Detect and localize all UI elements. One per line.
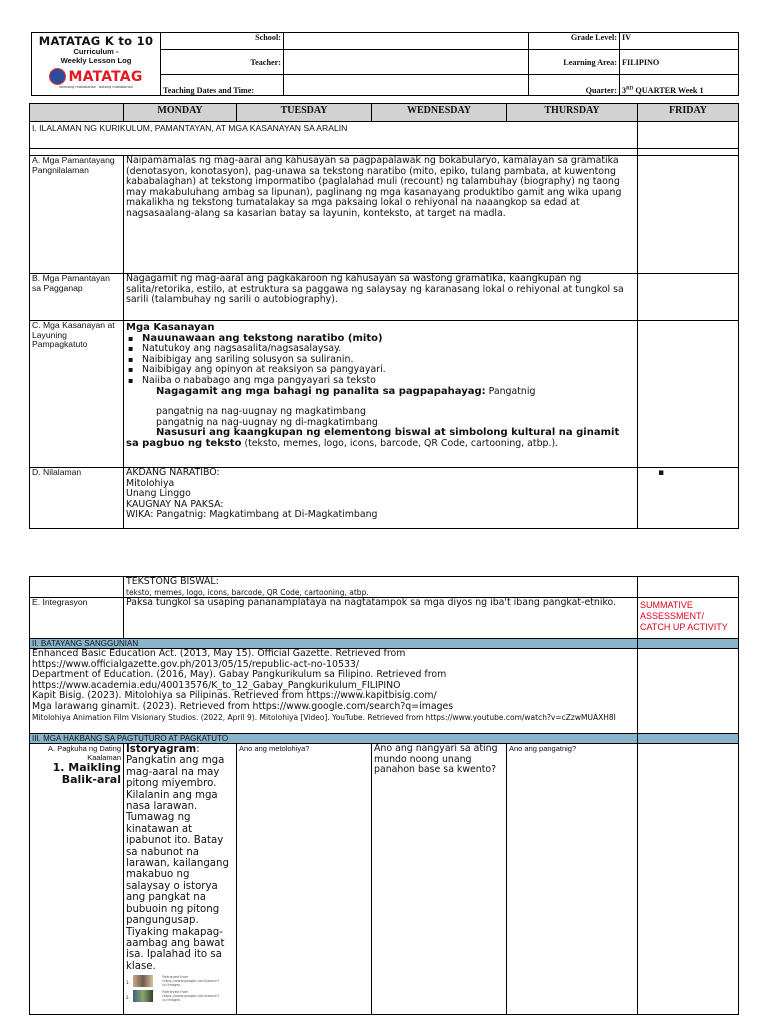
row-tekstong-biswal [30, 577, 739, 598]
quarter-week: QUARTER Week 1 [635, 86, 704, 95]
row-c [30, 321, 739, 468]
row-e-content: Paksa tungkol sa usaping pananamplataya na nagtatampok sa mga diyos ng iba't ibang pangkat-etniko. [124, 598, 638, 639]
deped-seal-icon [49, 68, 66, 85]
a-label: A. Pagkuha ng Dating Kaalaman [48, 744, 121, 762]
spacer-friday [638, 149, 739, 156]
spacer-row [30, 149, 739, 156]
istoryagram-text: Pangkatin ang mga mag-aaral na may pitong miyembro. Kilalanin ang mga nasa larawan. Tumawag ng kinatawan at ipabunot ito. Batay sa nabunot na larawan, kailangang makabuo ng salaysay o istorya ang pangkat na bubuoin ng pitong pangungusap. Tiyaking makapag-aambag ang bawat isa. Ipalahad ito sa klase. [126, 755, 229, 972]
balik-aral-label [30, 744, 124, 1015]
c-list [126, 334, 635, 387]
row-d [30, 468, 739, 529]
continued-plan-table [29, 576, 739, 1015]
d-line-5: WIKA: Pangatnig: Magkatimbang at Di-Magkatimbang [126, 509, 378, 521]
row-a [30, 156, 739, 274]
learning-area-field[interactable]: FILIPINO [620, 50, 739, 75]
teaching-dates-label: Teaching Dates and Time: [161, 75, 284, 96]
c-item-1: Natutukoy ang nagsasalita/nagsasalaysay. [142, 343, 342, 355]
row-d-content [124, 468, 638, 529]
section-i-friday [638, 122, 739, 149]
reference-line: Mga larawang ginamit. (2023). Retrieved from https://www.google.com/search?q=images [32, 700, 454, 712]
learning-area-label: Learning Area: [529, 50, 620, 75]
section-iii-title: III. MGA HAKBANG SA PAGTUTURO AT PAGKATUTO [30, 734, 638, 744]
c-heading: Mga Kasanayan [126, 322, 215, 333]
school-label: School: [161, 33, 284, 50]
quarter-field[interactable] [620, 75, 739, 96]
tb-heading: TEKSTONG BISWAL: [126, 576, 219, 587]
row-a-friday [638, 156, 739, 274]
story-image-1 [133, 975, 153, 987]
row-c-friday [638, 321, 739, 468]
teacher-field[interactable] [284, 50, 529, 75]
image-2-caption: Retrieved from https://www.google.com/search?q=images [162, 989, 220, 1002]
matatag-logo [34, 68, 158, 85]
d-line-4: KAUGNAY NA PAKSA: [126, 498, 224, 510]
c-bold-3-line [126, 428, 635, 449]
row-e [30, 598, 739, 639]
c-bold-2: Nagagamit ang mga bahagi ng panalita sa pagpapahayag: [156, 385, 486, 397]
reference-line: https://www.academia.edu/40013576/K_to_12_Gabay_Pangkurikulum_FILIPINO [32, 679, 401, 691]
c-bold-2-line [126, 387, 635, 398]
quarter-number: 3 [622, 86, 627, 95]
doc-subtitle-1: Curriculum - [73, 47, 119, 56]
logo-block [32, 33, 161, 96]
istoryagram-heading: Istoryagram [126, 744, 197, 755]
quarter-suffix: RD [626, 86, 634, 92]
school-field[interactable] [284, 33, 529, 50]
row-a-label: A. Mga Pamantayang Pangnilalaman [30, 156, 124, 274]
d-line-3: Unang Linggo [126, 488, 191, 500]
tuesday-activity: Ano ang metolohiya? [237, 744, 372, 1015]
day-header-blank [30, 104, 124, 122]
row-b [30, 274, 739, 321]
row-a-content: Naipamamalas ng mag-aaral ang kahusayan sa pagpapalawak ng bokabularyo, kamalayan sa gramatika (denotasyon, konotasyon), pag-unawa sa tekstong naratibo (mito, epiko, tulang pambata, at kuwentong kababalaghan) at tekstong impormatibo (paglalahad muli (recount) ng talambuhay (biography) ng taong may makabuluhang ambag sa lipunan), paglinang ng mga kasanayang produktibo gamit ang wika upang makalikha ng tekstong tumatalakay sa mga paksaing lokal o rehiyonal na naaangkop sa edad at nagsasaalang-alang sa kasarian batay sa layunin, konteksto, at target na madla. [124, 156, 638, 274]
row-balik-aral [30, 744, 739, 1015]
c-bold-1: Nauunawaan ang tekstong naratibo (mito) [142, 332, 383, 344]
c-item-2: Naibibigay ang sariling solusyon sa suliranin. [142, 353, 354, 365]
tb-label [30, 577, 124, 598]
section-iii-friday [638, 734, 739, 744]
day-header-friday: FRIDAY [638, 104, 739, 122]
section-iii-row [30, 734, 739, 744]
d-line-1: AKDANG NARATIBO: [126, 467, 220, 478]
reference-line: Kapit Bisig. (2023). Mitolohiya sa Pilipinas. Retrieved from https://www.kapitbisig.com/ [32, 690, 437, 702]
row-c-label: C. Mga Kasanayan at Layuning Pampagkatuto [30, 321, 124, 468]
row-b-label: B. Mga Pamantayan sa Pagganap [30, 274, 124, 321]
c-item-4: Naiiba o nababago ang mga pangyayari sa teksto [142, 374, 376, 386]
balik-aral-friday [638, 744, 739, 1015]
thursday-activity: Ano ang pangatnig? [507, 744, 638, 1015]
c-bold-2-rest: Pangatnig [488, 385, 536, 397]
row-b-content: Nagagamit ng mag-aaral ang pagkakaroon ng kahusayan sa wastong gramatika, kaangkupan ng salita/retorika, estilo, at estruktura sa paggawa ng salaysay ng karanasang lokal o rehiyonal at tungkol sa sarili (talambuhay ng sarili o autobiography). [124, 274, 638, 321]
image-1-row [126, 975, 234, 987]
tb-text: teksto, memes, logo, icons, barcode, QR Code, cartooning, atbp. [126, 587, 369, 597]
references-row [30, 649, 739, 734]
section-i-row [30, 122, 739, 149]
image-2-number: 2. [126, 994, 130, 1000]
story-image-2 [133, 990, 153, 1002]
teaching-dates-field[interactable] [284, 75, 529, 96]
day-header-wednesday: WEDNESDAY [372, 104, 507, 122]
image-2-row [126, 990, 234, 1002]
tb-friday [638, 577, 739, 598]
day-header-row [30, 104, 739, 122]
grade-level-label: Grade Level: [529, 33, 620, 50]
a-sub-label: 1. Maikling Balik-aral [52, 761, 121, 786]
monday-activity [124, 744, 237, 1015]
day-header-monday: MONDAY [124, 104, 237, 122]
section-ii-row [30, 639, 739, 649]
section-i-title: I. ILALAMAN NG KURIKULUM, PAMANTAYAN, AT MGA KASANAYAN SA ARALIN [30, 122, 638, 149]
istoryagram-block: Istoryagram: Pangkatin ang mga mag-aaral na may pitong miyembro. Kilalanin ang mga nasa larawan. Tumawag ng kinatawan at ipabunot ito. Batay sa nabunot na larawan, kailangang makabuo ng salaysay o istorya ang pangkat na bubuoin ng pitong pangungusap. Tiyaking makapag-aambag ang bawat isa. Ipalahad ito sa klase. [126, 744, 229, 972]
row-d-friday: ▪ [638, 468, 739, 529]
references-friday [638, 649, 739, 734]
reference-line: Enhanced Basic Education Act. (2013, May 15). Official Gazette. Retrieved from [32, 648, 406, 659]
d-line-2: Mitolohiya [126, 477, 175, 489]
row-c-content [124, 321, 638, 468]
brand-tagline: bansang makabansa · batang makabansa [59, 85, 133, 89]
summative-note: SUMMATIVE ASSESSMENT/ CATCH UP ACTIVITY [638, 598, 739, 639]
reference-line: Department of Education. (2016, May). Gabay Pangkurikulum sa Filipino. Retrieved from [32, 669, 447, 681]
quarter-label: Quarter: [529, 75, 620, 96]
doc-subtitle-2: Weekly Lesson Log [60, 55, 132, 65]
spacer-cell [30, 149, 638, 156]
teacher-label: Teacher: [161, 50, 284, 75]
row-b-friday [638, 274, 739, 321]
wednesday-activity: Ano ang nangyari sa ating mundo noong unang panahon base sa kwento? [372, 744, 507, 1015]
day-header-thursday: THURSDAY [507, 104, 638, 122]
reference-line: https://www.officialgazette.gov.ph/2013/05/15/republic-act-no-10533/ [32, 658, 360, 670]
tb-content [124, 577, 638, 598]
lesson-log-header [31, 32, 739, 96]
c-bold-3: Nasusuri ang kaangkupan ng elementong biswal at simbolong kultural na ginamit sa pagbuo ng teksto [126, 427, 620, 449]
weekly-plan-table [29, 103, 739, 529]
grade-level-field[interactable]: IV [620, 33, 739, 50]
c-sub-2: pangatnig na nag-uugnay ng di-magkatimbang [156, 416, 378, 428]
c-item-3: Naibibigay ang opinyon at reaksiyon sa pangyayari. [142, 364, 386, 376]
image-1-number: 1. [126, 980, 130, 986]
reference-line-small: Mitolohiya Animation Film Visionary Studios. (2022, April 9). Mitolohiya [Video]. YouTube. Retrieved from https://www.youtube.com/watch?v=cZzwMUAXH8I [32, 712, 616, 722]
section-ii-title: II. BATAYANG SANGGUNIAN [30, 639, 638, 649]
doc-title: MATATAG K to 10 [38, 34, 154, 48]
brand-name: MATATAG [68, 68, 143, 85]
day-header-tuesday: TUESDAY [237, 104, 372, 122]
c-sub-1: pangatnig na nag-uugnay ng magkatimbang [156, 406, 366, 418]
section-ii-friday [638, 639, 739, 649]
row-d-label: D. Nilalaman [30, 468, 124, 529]
references [30, 649, 638, 734]
c-bold-3-rest: (teksto, memes, logo, icons, barcode, QR Code, cartooning, atbp.). [244, 437, 559, 449]
row-e-label: E. Integrasyon [30, 598, 124, 639]
image-1-caption: Retrieved from https://www.google.com/search?q=images [162, 975, 220, 988]
